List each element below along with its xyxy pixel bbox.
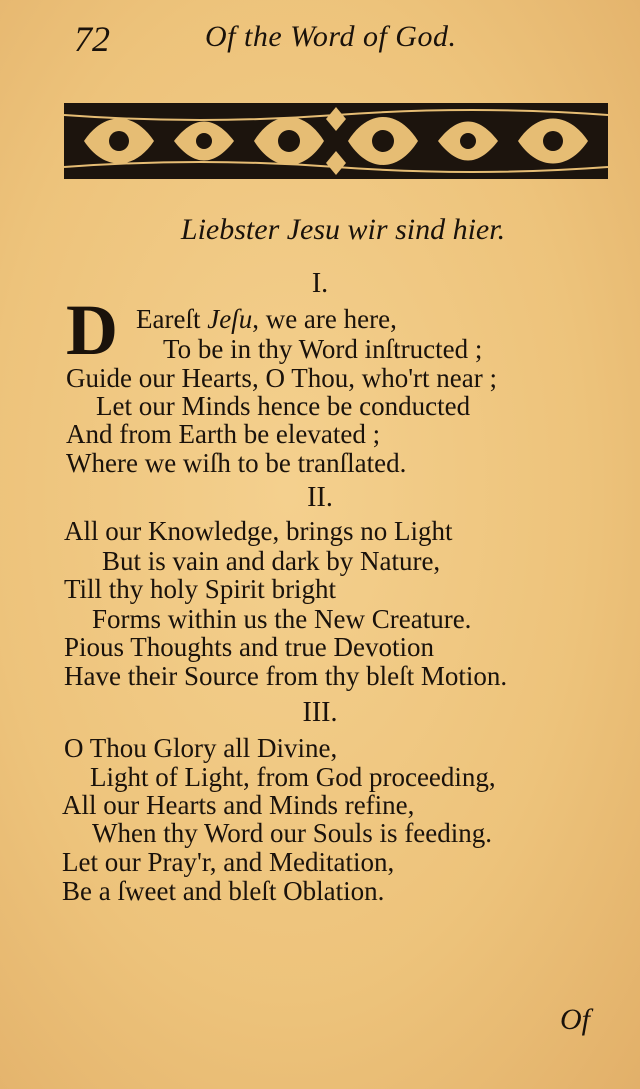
page-number: 72 [74,19,110,59]
verse-line-1-1 [136,304,397,334]
verse-line-2-5: Pious Thoughts and true Devotion [64,632,434,662]
verse-line-3-3: All our Hearts and Minds refine, [62,790,415,820]
stanza-number-1: I. [311,268,329,299]
verse-line-tail: , we are here, [252,304,397,334]
verse-line-1-5: And from Earth be elevated ; [66,419,381,449]
stanza-number-3: III. [302,697,338,728]
drop-cap: D [66,290,118,370]
verse-line-1-2: To be in thy Word inſtructed ; [163,334,483,364]
running-head: Of the Word of God. [205,20,457,53]
headpiece-ornament [64,101,608,181]
verse-line-2-4: Forms within us the New Creature. [92,604,472,634]
verse-line-2-3: Till thy holy Spirit bright [64,574,337,604]
verse-line-2-2: But is vain and dark by Nature, [102,546,441,576]
verse-line-3-5: Let our Pray'r, and Meditation, [62,847,395,877]
stanza-number-2: II. [307,482,333,513]
hymn-title: Liebster Jesu wir sind hier. [180,213,506,246]
verse-line-3-4: When thy Word our Souls is feeding. [92,818,493,848]
verse-line-3-2: Light of Light, from God proceeding, [90,762,496,792]
verse-line-3-6: Be a ſweet and bleſt Oblation. [62,876,385,906]
verse-line-2-1: All our Knowledge, brings no Light [64,516,453,546]
verse-line-1-4: Let our Minds hence be conducted [96,391,471,421]
catchword: Of [560,1003,590,1036]
verse-line-3-1: O Thou Glory all Divine, [64,733,338,763]
verse-line-1-3: Guide our Hearts, O Thou, who'rt near ; [66,363,498,393]
verse-italic-word: Jeſu [207,304,253,334]
verse-line-2-6: Have their Source from thy bleſt Motion. [64,661,508,691]
verse-line-text: Eareſt [136,304,208,334]
verse-line-1-6: Where we wiſh to be tranſlated. [66,448,407,478]
